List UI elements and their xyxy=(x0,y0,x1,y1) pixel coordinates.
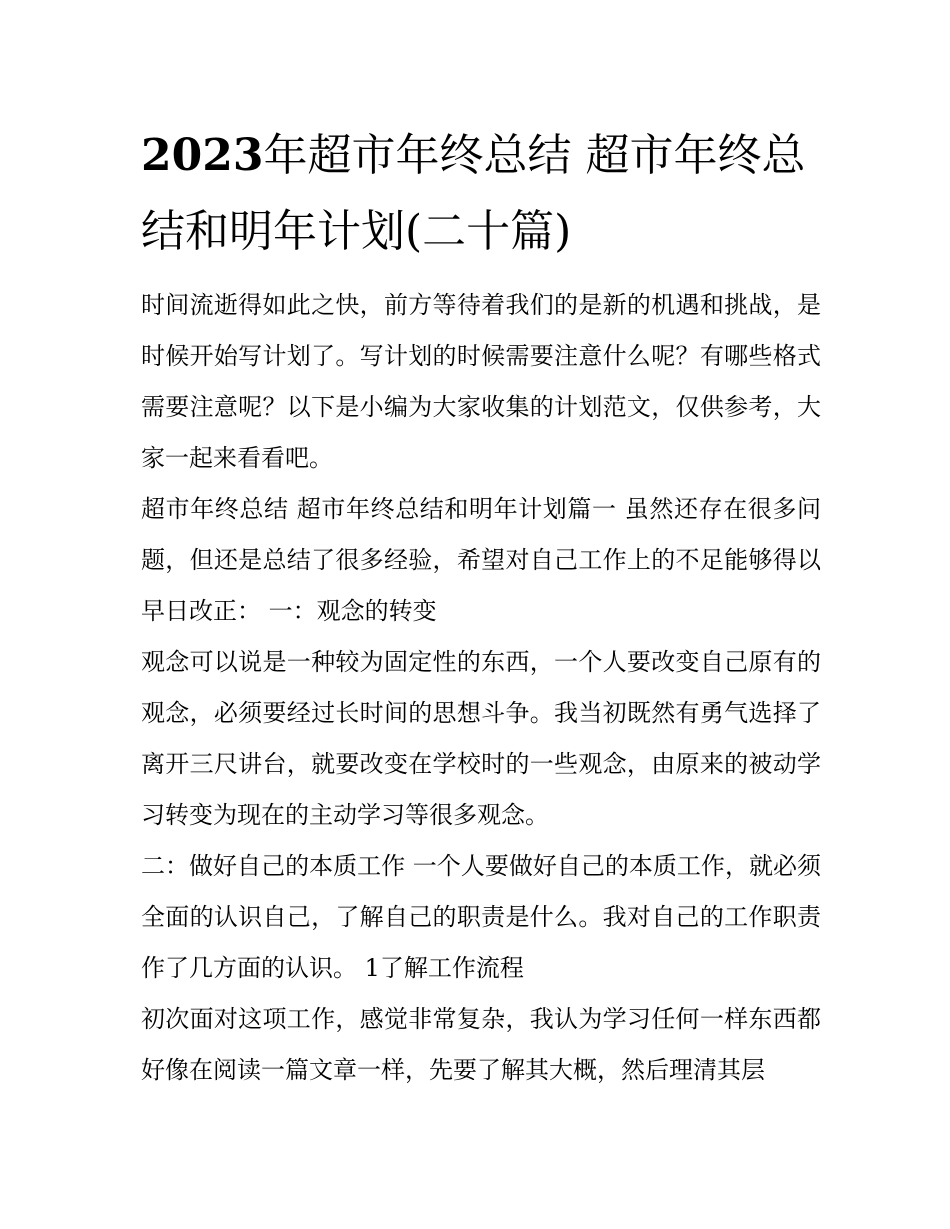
paragraph-workflow: 初次面对这项工作，感觉非常复杂，我认为学习任何一样东西都好像在阅读一篇文章一样，先要了解其大概，然后理清其层 xyxy=(141,1005,821,1084)
paragraph-section-two: 二：做好自己的本质工作 一个人要做好自己的本质工作，就必须全面的认识自己，了解自己的职责是什么。我对自己的工作职责作了几方面的认识。 1了解工作流程 xyxy=(141,852,821,982)
paragraph-section-one: 超市年终总结 超市年终总结和明年计划篇一 虽然还存在很多问题，但还是总结了很多经验，希望对自己工作上的不足能够得以早日改正： 一：观念的转变 xyxy=(141,495,821,625)
document-body xyxy=(141,118,821,1096)
title-year: 2023 xyxy=(141,130,264,181)
paragraph-concept-change: 观念可以说是一种较为固定性的东西，一个人要改变自己原有的观念，必须要经过长时间的思想斗争。我当初既然有勇气选择了离开三尺讲台，就要改变在学校时的一些观念，由原来的被动学习转变为现在的主动学习等很多观念。 xyxy=(141,648,821,829)
title-text: 年超市年终总结 超市年终总结和明年计划(二十篇) xyxy=(141,130,806,257)
document-title xyxy=(141,118,821,270)
paragraph-intro: 时间流逝得如此之快，前方等待着我们的是新的机遇和挑战，是时候开始写计划了。写计划的时候需要注意什么呢？有哪些格式需要注意呢？以下是小编为大家收集的计划范文，仅供参考，大家一起来看看吧。 xyxy=(141,291,821,472)
